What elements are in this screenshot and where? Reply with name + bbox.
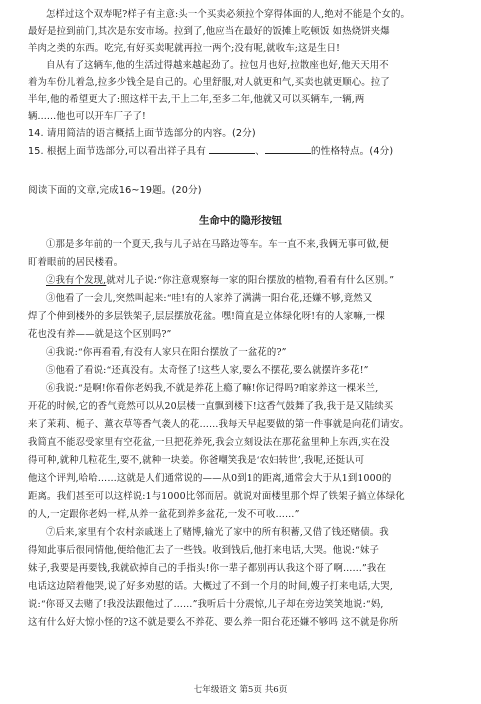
passage-line: 着为车份儿着急,拉多少钱全是自己的。心里舒服,对人就更和气,买卖也就更顺心。拉了 [28,77,390,88]
paragraph-line: ⑦后来,家里有个农村亲戚迷上了赌博,输光了家中的所有积蓄,又借了钱还赌债。我 [46,527,389,538]
paragraph-line: ⑤他看了看说:“还真没有。太奇怪了!这些人家,要么不摆花,要么就摆许多花!” [46,365,369,376]
reading-instructions: 阅读下面的文章,完成16~19题。(20分) [28,185,202,196]
answer-blank-1[interactable] [209,144,255,154]
article-title: 生命中的隐形按钮 [198,215,283,227]
paragraph-line: 开花的时候,它的香气竟然可以从20层楼一直飘到楼下!这香气鼓舞了我,我于是又陆续买 [28,401,394,412]
page-footer: 七年级语文 第5页 共6页 [193,685,288,695]
question-15-separator: 、 [255,146,265,157]
paragraph-line: 妹子,我要是再要钱,我就砍掉自己的手指头!你一辈子都别再认我这个哥了啊……”我在 [28,563,387,574]
passage-line: 羊肉之类的东西。吃完,有好买卖呢就再拉一两个;没有呢,就收车;这是生日! [28,43,341,54]
paragraph-line: 距离。我们甚至可以这样说:1与1000比邻而居。就说对面楼里那个焊了铁架子搞立体绿化 [28,491,405,502]
question-14: 14. 请用简洁的语言概括上面节选部分的内容。(2分) [28,128,256,139]
passage-line: 最好是拉到前门,其次是东安市场。拉到了,他应当在最好的饭摊上吃顿饭 如热烧饼夹爆 [28,26,390,37]
paragraph-line: ④我说:“你再看看,有没有人家只在阳台摆放了一盆花的?” [46,347,287,358]
paragraph-line: 来了茉莉、栀子、薰衣草等香气袭人的花……我每天早起要做的第一件事就是向花们请安。 [28,419,410,430]
paragraph-line: 说:“你哥又去赌了!我没法跟他过了……”我听后十分震惊,儿子却在旁边笑笑地说:“妈, [28,599,384,610]
underlined-phrase: ②我有个发现, [46,275,107,286]
passage-line: 怎样过这个双寿呢?样子有主意:头一个买卖必须拉个穿得体面的人,绝对不能是个女的。 [46,9,411,20]
passage-line: 自从有了这辆车,他的生活过得越来越起劲了。拉包月也好,拉散座也好,他天天用不 [46,60,389,71]
paragraph-line: 盯着眼前的居民楼看。 [28,257,124,268]
paragraph-line: 花也没有养——就是这个区别吗?” [28,329,172,340]
question-15-prefix: 15. 根据上面节选部分,可以看出祥子具有 [28,146,207,157]
paragraph-line: 我简直不能忍受家里有空花盆,一旦把花养死,我会立刻设法在那花盆里种上东西,实在没 [28,437,390,448]
paragraph-line: 焊了个伸到楼外的多层铁架子,层层摆放花盆。嘿!简直是立体绿化呀!有的人家嘛,一棵 [28,311,385,322]
paragraph-line: ⑥我说:“是啊!你看你老妈我,不就是养花上瘾了嘛!你记得吗?咱家养这一棵米兰, [46,383,379,394]
paragraph-line: ③他看了一会儿,突然叫起来:“哇!有的人家养了满满一阳台花,还嫌不够,竟然又 [46,293,373,304]
question-15-suffix: 的性格特点。(4分) [310,146,394,157]
passage-line: 辆......他也可以开车厂子了! [28,111,146,122]
paragraph-line: 这有什么好大惊小怪的?这不就是要么不养花、要么养一阳台花还嫌不够吗 这不就是你所 [28,617,399,628]
paragraph-line: 的人,一定跟你老妈一样,从养一盆花到养多盆花,一发不可收……” [28,509,300,520]
question-15 [28,144,458,158]
passage-line: 半年,他的希望更大了:照这样干去,干上二年,至多二年,他就又可以买辆车,一辆,两 [28,94,365,105]
paragraph-line: 他这个评判,哈哈……这就是人们通常说的——从0到1的距离,通常会大于从1到1000的 [28,473,392,484]
paragraph-text: 就对儿子说:“你注意观察每一家的阳台摆放的植物,看看有什么区别。” [106,275,395,286]
paragraph-line: 得可种,就种几粒花生,要不,就种一块姜。你爸嘲笑我是‘农妇转世’,我呢,还挺认可 [28,455,365,466]
paragraph-line: ①那是多年前的一个夏天,我与儿子站在马路边等车。车一直不来,我俩无事可做,便 [46,239,389,250]
paragraph-line [46,274,458,287]
paragraph-line: 得知此事后很同情他,便给他汇去了一些钱。收到钱后,他打来电话,大哭。他说:“妹子 [28,545,380,556]
paragraph-line: 电话这边陪着他哭,说了好多劝慰的话。大概过了不到一个月的时间,嫂子打来电话,大哭, [28,581,393,592]
answer-blank-2[interactable] [265,144,311,154]
